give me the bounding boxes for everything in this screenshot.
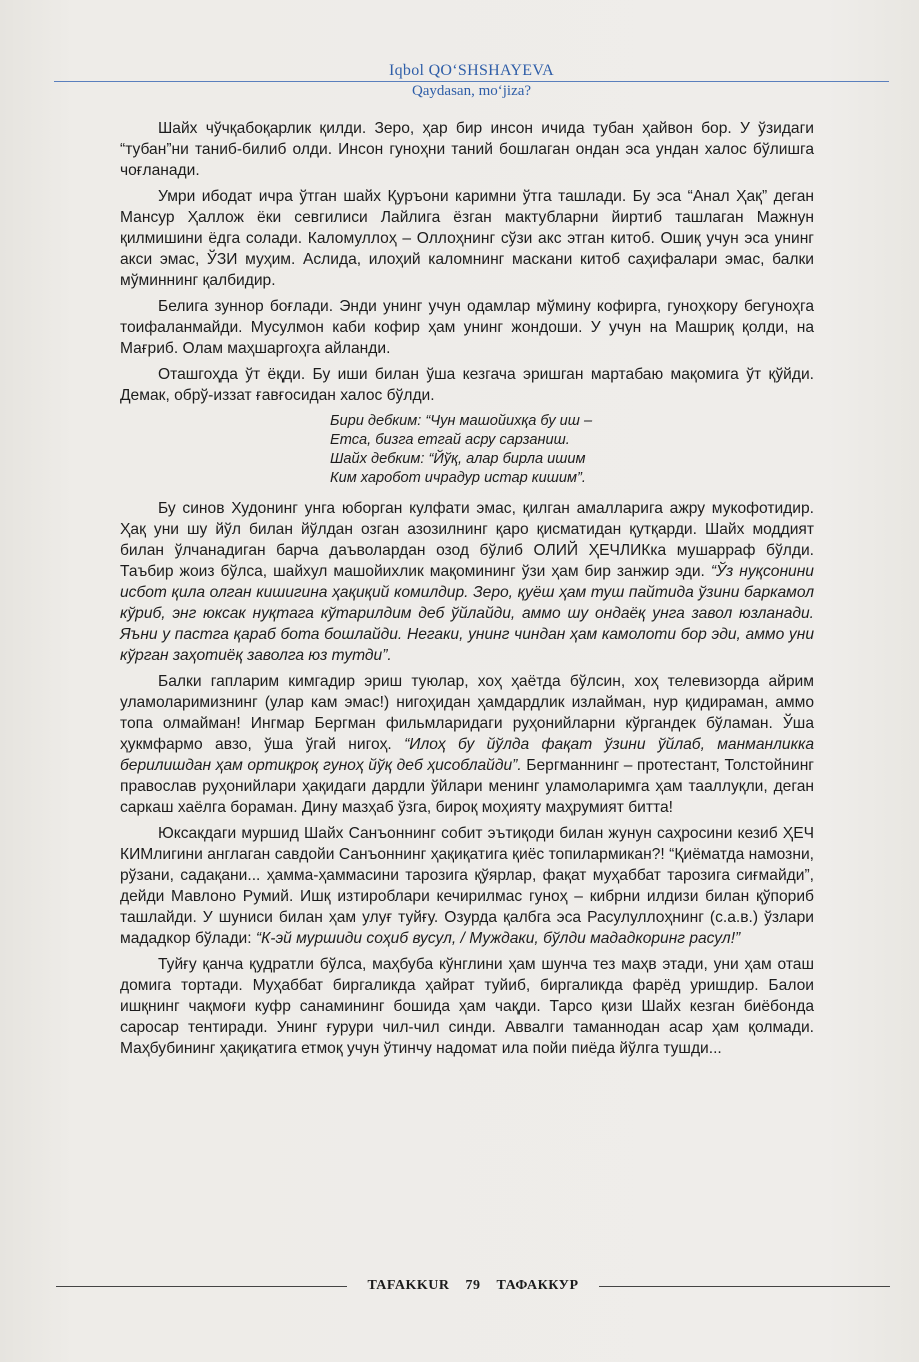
paragraph — [120, 498, 814, 666]
footer-rule-left — [56, 1286, 347, 1287]
page-number: 79 — [465, 1278, 481, 1293]
paragraph-text: Юксакдаги муршид Шайх Санъоннинг собит эътиқоди билан жунун саҳросини кезиб ҲЕЧ КИМлигини англаган савдойи Санъоннинг ҳақиқатига қиёс топилармикан?! “Қиёматда намозни, рўзани, садақани... ҳамма-ҳаммасини тарозига қўярлар, фақат муҳаббат тарозига сиғмайди”, дейди Мавлоно Румий. Ишқ изтироблари кечирилмас гуноҳ – кибрни илдизи билан қўпориб ташлайди. У шуниси билан ҳам улуғ туйғу. Озурда қалбга эса Расулуллоҳнинг (с.а.в.) ўзлари мададкор бўлади: — [120, 825, 814, 947]
running-header — [54, 62, 889, 100]
footer-rule-right — [599, 1286, 890, 1287]
poem-line: Шайх дебким: “Йўқ, алар бирла ишим — [330, 451, 586, 467]
poem-quote — [330, 412, 814, 488]
paragraph: Умри ибодат ичра ўтган шайх Қуръони каримни ўтга ташлади. Бу эса “Анал Ҳақ” деган Мансур Ҳаллож ёки севгилиси Лайлига ёзган мактубларни йиртиб ташлаган Мажнун қилмишини ёдга солади. Каломуллоҳ – Оллоҳнинг сўзи акс этган китоб. Ошиқ учун эса унинг акси эмас, ЎЗИ муҳим. Аслида, илоҳий каломнинг маскани китоб саҳифалари эмас, балки мўминнинг қалбидир. — [120, 188, 814, 289]
header-author: Iqbol QO‘SHSHAYEVA — [389, 62, 554, 79]
paragraph-text-after: Бергманнинг – протестант, Толстойнинг православ руҳонийлари ҳақидаги дардли ўйлари менинг уламоларимга ҳам тааллуқли, деган саркаш хаёлга бораман. Дину мазҳаб ўзга, бироқ моҳияту маҳрумият битта! — [120, 757, 814, 816]
paragraph-text: Бу синов Худонинг унга юборган кулфати эмас, қилган амалларига ажру мукофотидир. Ҳақ уни шу йўл билан йўлдан озган азозилнинг қаро қисматидан қутқарди. Шайх моддият билан ўлчанадиган барча даъволардан озод бўлиб ОЛИЙ ҲЕЧЛИКка мушарраф бўлди. Таъбир жоиз бўлса, шайхул машойихлик мақомининг ўзи ҳам бир занжир эди. — [120, 500, 814, 580]
header-subtitle: Qaydasan, mo‘jiza? — [411, 83, 532, 99]
article-body — [120, 118, 814, 1064]
paragraph-italic-quote: “Илоҳ бу йўлда фақат ўзини ўйлаб, манманликка берилишдан ҳам ортиқроқ гуноҳ йўқ деб ҳисоблайди”. — [120, 736, 814, 774]
paragraph — [120, 671, 814, 818]
paragraph-italic-quote: “К-эй муршиди соҳиб вусул, / Муждаки, бўлди мададкоринг расул!” — [255, 930, 741, 947]
paragraph-text: Балки гапларим кимгадир эриш туюлар, хоҳ ҳаётда бўлсин, хоҳ телевизорда айрим уламоларимизнинг (улар кам эмас!) нигоҳидан ҳамдардлик излайман, нур қидираман, аммо топа олмайман! Ингмар Бергман фильмларидаги руҳонийларни кўргандек бўламан. Ўша ҳукмфармо авзо, ўша ўгай нигоҳ. — [120, 673, 814, 753]
footer-journal-latin: TAFAKKUR — [367, 1278, 450, 1293]
footer-journal-cyrillic: ТАФАККУР — [496, 1278, 579, 1293]
paragraph-italic-quote: “Ўз нуқсонини исбот қила олган кишигина ҳақиқий комилдир. Зеро, қуёш ҳам туш пайтида ўзини баркамол кўриб, энг юксак нуқтага кўтарилдим деб ўйлайди, аммо шу ондаёқ унга завол юзланади. Яъни у пастга қараб бота бошлайди. Негаки, унинг чиндан ҳам камолоти бор эди, аммо уни кўрган заҳотиёқ заволга юз тутди”. — [120, 563, 814, 664]
paragraph: Шайх чўчқабоқарлик қилди. Зеро, ҳар бир инсон ичида тубан ҳайвон бор. У ўзидаги “тубан”ни таниб-билиб олди. Инсон гуноҳни таний бошлаган ондан эса ундан халос бўлишга чоғланади. — [120, 120, 814, 179]
paragraph: Оташгоҳда ўт ёқди. Бу иши билан ўша кезгача эришган мартабаю мақомига ўт қўйди. Демак, обрў-иззат ғавғосидан халос бўлди. — [120, 366, 814, 404]
poem-line: Ким харобот ичрадур истар кишим”. — [330, 470, 586, 486]
poem-line: Бири дебким: “Чун машойихқа бу иш – — [330, 413, 593, 429]
paragraph: Белига зуннор боғлади. Энди унинг учун одамлар мўмину кофирга, гуноҳкору бегуноҳга тоифаланмайди. Мусулмон каби кофир ҳам унинг жондоши. У учун на Машриқ қолди, на Мағриб. Олам маҳшаргоҳга айланди. — [120, 298, 814, 357]
paragraph — [120, 954, 814, 1059]
paragraph — [120, 823, 814, 949]
footer-text — [347, 1278, 598, 1294]
page-footer — [56, 1278, 890, 1294]
paragraph-text: Туйғу қанча қудратли бўлса, маҳбуба кўнглини ҳам шунча тез маҳв этади, уни ҳам оташ домига тортади. Муҳаббат биргаликда ҳайрат туйиб, биргаликда фарёд уришдир. Балои ишқнинг чақмоғи куфр санамининг бошида ҳам чақди. Тарсо қизи Шайх кезган биёбонда саросар тентиради. Унинг ғурури чил-чил синди. Аввалги таманнодан асар ҳам қолмади. Маҳбубининг ҳақиқатига етмоқ учун ўтинчу надомат ила пойи пиёда йўлга тушди... — [120, 956, 814, 1057]
poem-line: Етса, бизга етгай асру сарзаниш. — [330, 432, 570, 448]
